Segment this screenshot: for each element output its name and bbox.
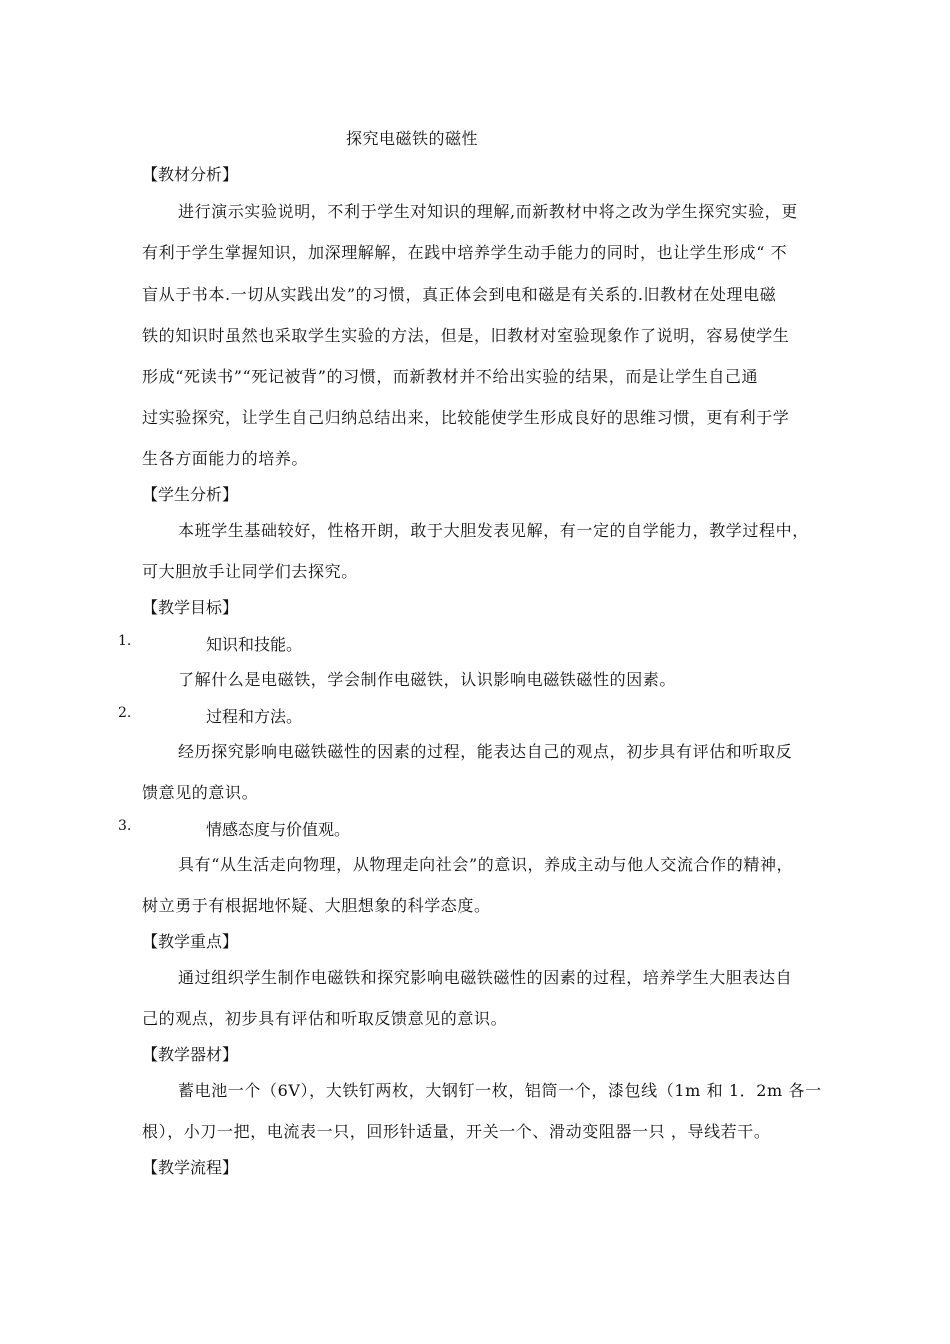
section-heading-student: 【学生分析】 bbox=[142, 485, 239, 504]
paragraph-line: 了解什么是电磁铁，学会制作电磁铁，认识影响电磁铁磁性的因素。 bbox=[178, 670, 677, 689]
paragraph-line: 蓄电池一个（6V），大铁钉两枚，大钢钉一枚，铝筒一个，漆包线（1m 和 1．2m 各一 bbox=[178, 1081, 822, 1100]
paragraph-line: 己的观点，初步具有评估和听取反馈意见的意识。 bbox=[142, 1009, 508, 1028]
goal-label-knowledge: 知识和技能。 bbox=[206, 635, 303, 654]
paragraph-line: 铁的知识时虽然也采取学生实验的方法，但是，旧教材对室验现象作了说明，容易使学生 bbox=[142, 326, 790, 345]
document-title: 探究电磁铁的磁性 bbox=[346, 129, 479, 148]
section-heading-equipment: 【教学器材】 bbox=[142, 1045, 239, 1064]
goal-label-attitude: 情感态度与价值观。 bbox=[206, 820, 351, 839]
list-number: 3. bbox=[118, 818, 132, 834]
paragraph-line: 本班学生基础较好，性格开朗，敢于大胆发表见解，有一定的自学能力，教学过程中， bbox=[178, 521, 809, 540]
paragraph-line: 经历探究影响电磁铁磁性的因素的过程，能表达自己的观点，初步具有评估和听取反 bbox=[178, 742, 793, 761]
section-heading-process: 【教学流程】 bbox=[142, 1158, 239, 1177]
paragraph-line: 生各方面能力的培养。 bbox=[142, 449, 309, 468]
paragraph-line: 通过组织学生制作电磁铁和探究影响电磁铁磁性的因素的过程，培养学生大胆表达自 bbox=[178, 968, 793, 987]
paragraph-line: 具有“从生活走向物理，从物理走向社会”的意识，养成主动与他人交流合作的精神， bbox=[178, 855, 794, 874]
paragraph-line: 进行演示实验说明，不利于学生对知识的理解,而新教材中将之改为学生探究实验，更 bbox=[178, 202, 798, 221]
paragraph-line: 盲从于书本.一切从实践出发”的习惯，真正体会到电和磁是有关系的.旧教材在处理电磁 bbox=[142, 285, 777, 304]
section-heading-material: 【教材分析】 bbox=[142, 165, 239, 184]
list-number: 1. bbox=[118, 633, 132, 649]
list-number: 2. bbox=[118, 705, 132, 721]
paragraph-line: 有利于学生掌握知识，加深理解解，在践中培养学生动手能力的同时，也让学生形成“ 不 bbox=[142, 243, 788, 262]
paragraph-line: 馈意见的意识。 bbox=[142, 783, 259, 802]
section-heading-focus: 【教学重点】 bbox=[142, 932, 239, 951]
section-heading-goals: 【教学目标】 bbox=[142, 598, 239, 617]
paragraph-line: 形成“死读书”“死记被背”的习惯，而新教材并不给出实验的结果，而是让学生自己通 bbox=[142, 367, 759, 386]
paragraph-line: 树立勇于有根据地怀疑、大胆想象的科学态度。 bbox=[142, 896, 491, 915]
goal-label-process: 过程和方法。 bbox=[206, 707, 303, 726]
paragraph-line: 过实验探究，让学生自己归纳总结出来，比较能使学生形成良好的思维习惯，更有利于学 bbox=[142, 408, 790, 427]
paragraph-line: 可大胆放手让同学们去探究。 bbox=[142, 562, 358, 581]
paragraph-line: 根），小刀一把，电流表一只，回形针适量，开关一个、滑动变阻器一只 ，导线若干。 bbox=[142, 1122, 771, 1141]
